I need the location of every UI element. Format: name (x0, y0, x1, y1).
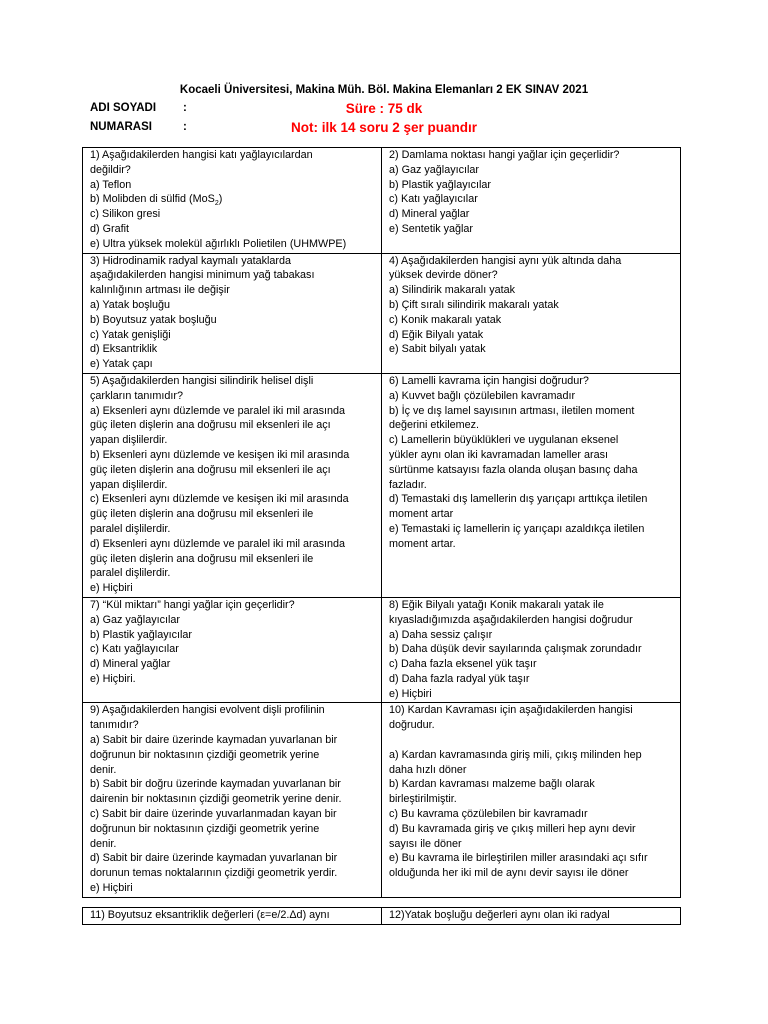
option-line: birleştirilmiştir. (389, 793, 457, 806)
option-line: d) Daha fazla radyal yük taşır (389, 672, 530, 685)
option-line: b) Molibden di sülfid (MoS$_2$) (90, 193, 223, 208)
question-line: 11) Boyutsuz eksantriklik değerleri (ε=e/2.Δd) aynı (90, 909, 330, 921)
option-line: c) Lamellerin büyüklükleri ve uygulanan eksenel (389, 434, 619, 447)
table-row (83, 253, 681, 373)
option-line: yapan dişlilerdir. (90, 434, 168, 447)
option-line: daha hızlı döner (389, 763, 467, 776)
option-line: c) Eksenleri aynı düzlemde ve kesişen iki mil arasında (90, 493, 349, 506)
question-cell (83, 253, 382, 373)
option-line: fazladır. (389, 478, 427, 491)
option-line: a) Kuvvet bağlı çözülebilen kavramadır (389, 389, 576, 402)
question-line: tanımıdır? (90, 719, 139, 732)
question-line: 10) Kardan Kavraması için aşağıdakilerden hangisi (389, 704, 633, 717)
option-line: b) Eksenleri aynı düzlemde ve kesişen iki mil arasında (90, 448, 350, 461)
question-line: 2) Damlama noktası hangi yağlar için geçerlidir? (389, 149, 620, 161)
option-line: d) Sabit bir daire üzerinde kaymadan yuvarlanan bir (90, 852, 338, 865)
option-line: e) Sabit bilyalı yatak (389, 343, 486, 356)
option-line: sürtünme katsayısı fazla olanda oluşan basınç daha (389, 463, 638, 476)
option-line: sayısı ile döner (389, 837, 462, 850)
option-line: d) Temastaki dış lamellerin dış yarıçapı arttıkça iletilen (389, 493, 648, 506)
question-line: 4) Aşağıdakilerden hangisi aynı yük altında daha (389, 254, 622, 267)
option-line: b) Kardan kavraması malzeme bağlı olarak (389, 778, 595, 791)
option-line: a) Daha sessiz çalışır (389, 628, 493, 641)
question-line: doğrudur. (389, 719, 435, 732)
option-line: güç ileten dişlerin ana doğrusu mil eksenleri ile açı (90, 419, 331, 432)
option-line: a) Gaz yağlayıcılar (90, 613, 181, 626)
question-table-2 (82, 907, 681, 925)
option-line: c) Katı yağlayıcılar (90, 643, 179, 656)
option-line: e) Hiçbiri (90, 582, 133, 595)
option-line: yükler aynı olan iki kavramadan lameller arası (389, 448, 609, 461)
option-line: a) Kardan kavramasında giriş mili, çıkış milinden hep (389, 748, 642, 761)
option-line: e) Temastaki iç lamellerin iç yarıçapı azaldıkça iletilen (389, 522, 645, 535)
table-row (83, 373, 681, 597)
question-cell (83, 597, 382, 703)
question-cell (382, 148, 681, 254)
option-line: yapan dişlilerdir. (90, 478, 168, 491)
question-cell (83, 373, 382, 597)
option-line: paralel dişlilerdir. (90, 567, 171, 580)
question-line: yüksek devirde döner? (389, 269, 498, 282)
option-line: güç ileten dişlerin ana doğrusu mil eksenleri ile açı (90, 463, 331, 476)
question-cell (83, 148, 382, 254)
option-line: a) Teflon (90, 178, 132, 191)
option-line: d) Mineral yağlar (90, 658, 171, 671)
option-line: e) Ultra yüksek molekül ağırlıklı Polietilen (UHMWPE) (90, 237, 347, 250)
option-line: c) Silikon gresi (90, 208, 161, 221)
option-line: doğrunun bir noktasının çizdiği geometrik yerine (90, 748, 320, 761)
option-line: a) Silindirik makaralı yatak (389, 284, 516, 297)
question-cell (382, 703, 681, 897)
option-line: a) Eksenleri aynı düzlemde ve paralel iki mil arasında (90, 404, 346, 417)
option-line: b) Plastik yağlayıcılar (90, 628, 193, 641)
question-table (82, 147, 681, 898)
question-line: 3) Hidrodinamik radyal kaymalı yataklarda (90, 254, 292, 267)
option-line: paralel dişlilerdir. (90, 522, 171, 535)
option-line: b) Plastik yağlayıcılar (389, 178, 492, 191)
option-line: güç ileten dişlerin ana doğrusu mil eksenleri ile (90, 552, 314, 565)
option-line: d) Grafit (90, 222, 129, 235)
table-row (83, 908, 681, 925)
question-line: 8) Eğik Bilyalı yatağı Konik makaralı yatak ile (389, 598, 604, 611)
question-line: kıyasladığımızda aşağıdakilerden hangisi doğrudur (389, 613, 633, 626)
option-line: güç ileten dişlerin ana doğrusu mil eksenleri ile (90, 508, 314, 521)
option-line: d) Eksenleri aynı düzlemde ve paralel iki mil arasında (90, 537, 346, 550)
option-line: c) Katı yağlayıcılar (389, 193, 478, 206)
option-line: d) Bu kavramada giriş ve çıkış milleri hep aynı devir (389, 822, 636, 835)
question-cell (382, 908, 681, 925)
question-line: 6) Lamelli kavrama için hangisi doğrudur? (389, 374, 589, 387)
question-cell (382, 253, 681, 373)
option-line: d) Mineral yağlar (389, 208, 470, 221)
option-line: c) Daha fazla eksenel yük taşır (389, 658, 537, 671)
subscript: 2 (214, 200, 219, 208)
blank-line (389, 733, 676, 748)
option-line: a) Yatak boşluğu (90, 298, 171, 311)
option-line: e) Hiçbiri (389, 687, 432, 700)
option-line: e) Sentetik yağlar (389, 222, 474, 235)
option-line: moment artar (389, 508, 454, 521)
option-line: moment artar. (389, 537, 456, 550)
option-line: d) Eksantriklik (90, 343, 158, 356)
question-cell (83, 703, 382, 897)
question-line: kalınlığının artması ile değişir (90, 284, 230, 297)
option-line: b) Çift sıralı silindirik makaralı yatak (389, 298, 559, 311)
name-label: ADI SOYADI (90, 102, 157, 114)
option-line: dairenin bir noktasının çizdiği geometrik yerine denir. (90, 793, 342, 806)
option-line: değerini etkilemez. (389, 419, 480, 432)
option-line: denir. (90, 763, 117, 776)
number-colon: : (183, 121, 187, 133)
question-line: 9) Aşağıdakilerden hangisi evolvent dişli profilinin (90, 704, 325, 717)
option-line: doğrunun bir noktasının çizdiği geometrik yerine (90, 822, 320, 835)
points-note: Not: ilk 14 soru 2 şer puandır (290, 120, 478, 135)
question-line: 12)Yatak boşluğu değerleri aynı olan iki radyal (389, 909, 610, 921)
table-row (83, 703, 681, 897)
question-cell (382, 597, 681, 703)
question-line: 5) Aşağıdakilerden hangisi silindirik helisel dişli (90, 374, 314, 387)
option-line: b) İç ve dış lamel sayısının artması, iletilen moment (389, 404, 635, 417)
question-line: 7) “Kül miktarı” hangi yağlar için geçerlidir? (90, 598, 295, 611)
option-line: d) Eğik Bilyalı yatak (389, 328, 484, 341)
option-line: b) Sabit bir doğru üzerinde kaymadan yuvarlanan bir (90, 778, 341, 791)
option-line: c) Konik makaralı yatak (389, 313, 502, 326)
option-line: e) Hiçbiri. (90, 672, 136, 685)
name-colon: : (183, 102, 187, 114)
option-line: c) Bu kavrama çözülebilen bir kavramadır (389, 808, 588, 821)
question-cell (382, 373, 681, 597)
table-row (83, 597, 681, 703)
option-line: b) Daha düşük devir sayılarında çalışmak zorundadır (389, 643, 642, 656)
number-label: NUMARASI (90, 121, 152, 133)
option-line: e) Bu kavrama ile birleştirilen miller arasındaki açı sıfır (389, 852, 648, 865)
table-row (83, 148, 681, 254)
option-line: dorunun temas noktalarının çizdiği geometrik yerdir. (90, 867, 338, 880)
option-line: a) Sabit bir daire üzerinde kaymadan yuvarlanan bir (90, 734, 338, 747)
question-line: çarkların tanımıdır? (90, 389, 184, 402)
question-line: 1) Aşağıdakilerden hangisi katı yağlayıcılardan (90, 149, 313, 161)
option-line: denir. (90, 837, 117, 850)
option-line: c) Yatak genişliği (90, 328, 171, 341)
option-line: e) Hiçbiri (90, 882, 133, 895)
option-line: a) Gaz yağlayıcılar (389, 163, 480, 176)
page-title: Kocaeli Üniversitesi, Makina Müh. Böl. Makina Elemanları 2 EK SINAV 2021 (179, 84, 589, 96)
duration-note: Süre : 75 dk (345, 101, 423, 116)
option-line: b) Boyutsuz yatak boşluğu (90, 313, 217, 326)
option-line: e) Yatak çapı (90, 358, 153, 371)
question-line: aşağıdakilerden hangisi minimum yağ tabakası (90, 269, 315, 282)
question-line: değildir? (90, 163, 131, 176)
option-line: olduğunda her iki mil de aynı devir sayısı ile döner (389, 867, 629, 880)
question-cell (83, 908, 382, 925)
option-line: c) Sabit bir daire üzerinde yuvarlanmadan kayan bir (90, 808, 337, 821)
